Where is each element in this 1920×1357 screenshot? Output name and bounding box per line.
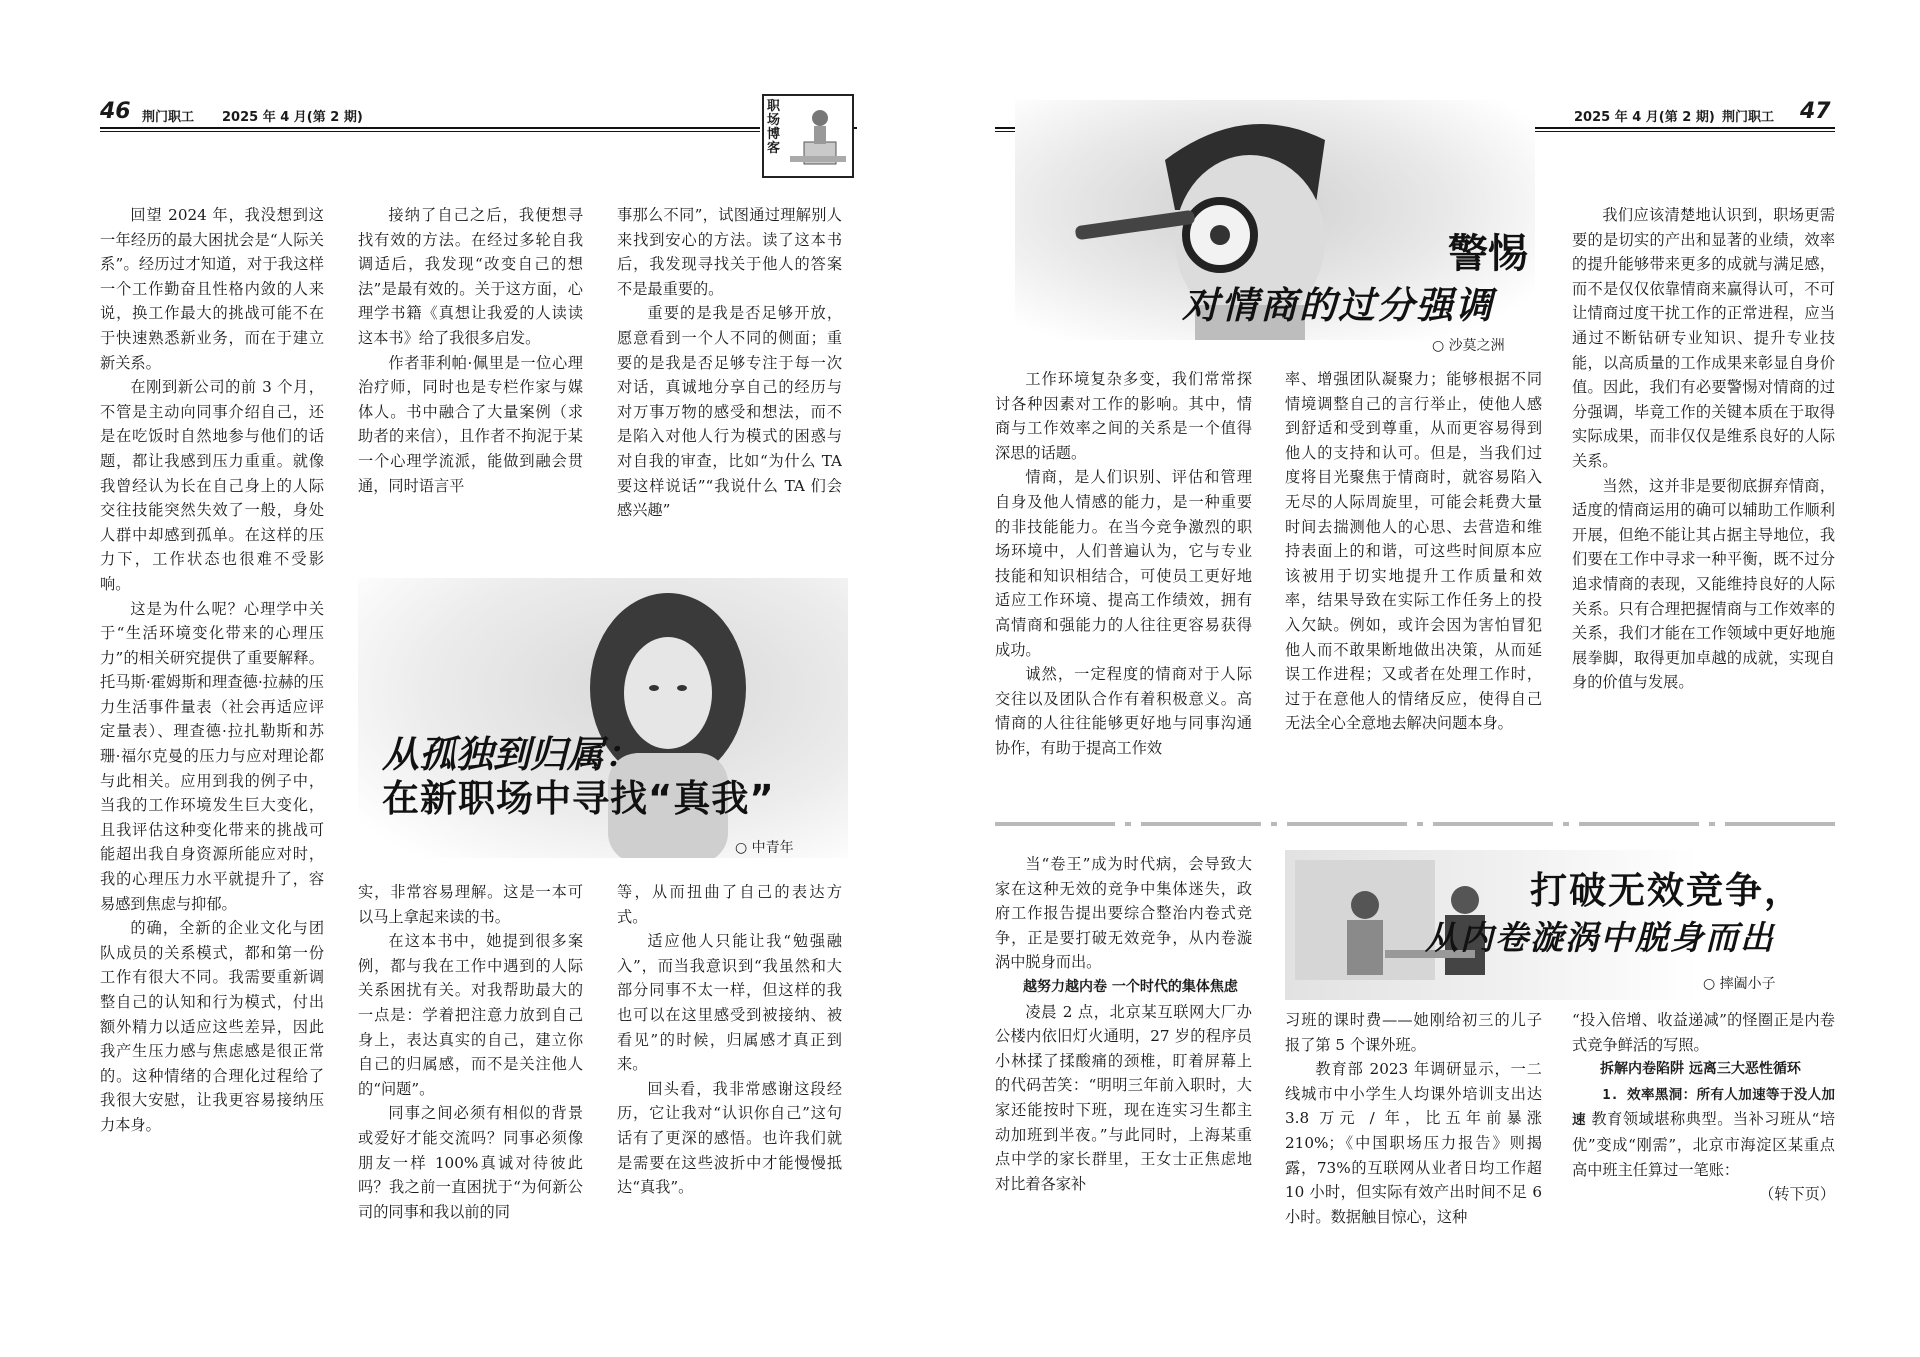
article1-column-1 xyxy=(995,367,1252,797)
left-article-column-3-bottom xyxy=(617,880,842,1263)
paragraph: 教育部 2023 年调研显示，一二线城市中小学生人均课外培训支出达 3.8 万元 / 年，比五年前暴涨 210%；《中国职场压力报告》则揭露，73%的互联网从业者日均工作超 10 小时，但实际有效产出时间不足 6 小时。数据触目惊心，这种 xyxy=(1285,1060,1542,1226)
paragraph: 习班的课时费——她刚给初三的儿子报了第 5 个课外班。 xyxy=(1285,1011,1542,1054)
paragraph: 同事之间必须有相似的背景或爱好才能交流吗？同事必须像朋友一样 100%真诚对待彼此吗？我之前一直困扰于“为何新公司的同事和我以前的同 xyxy=(358,1104,583,1221)
issue-date-left: 2025 年 4 月(第 2 期) xyxy=(222,110,363,125)
issue-date-right: 2025 年 4 月(第 2 期) xyxy=(1574,110,1715,125)
paragraph: 我们应该清楚地认识到，职场更需要的是切实的产出和显著的业绩，效率的提升能够带来更多的成就与满足感，而不是仅仅依靠情商来赢得认可，不可让情商过度干扰工作的正常进程，应当通过不断钻研专业知识、提升专业技能，以高质量的工作成果来彰显自身价值。因此，我们有必要警惕对情商的过分强调，毕竟工作的关键本质在于取得实际成果，而非仅仅是维系良好的人际关系。 xyxy=(1572,206,1835,470)
header-rule-left xyxy=(100,127,760,129)
paragraph: “投入倍增、收益递减”的怪圈正是内卷式竞争鲜活的写照。 xyxy=(1572,1011,1835,1054)
article1-column-2 xyxy=(1285,367,1542,797)
paragraph: 重要的是我是否足够开放，愿意看到一个人不同的侧面；重要的是我是否足够专注于每一次对话，真诚地分享自己的经历与对万事万物的感受和想法，而不是陷入对他人行为模式的困惑与对自我的审查，比如“为什么 TA 要这样说话”“我说什么 TA 们会感兴趣” xyxy=(617,304,842,520)
paragraph: 率、增强团队凝聚力；能够根据不同情境调整自己的言行举止，使他人感到舒适和受到尊重，从而更容易得到他人的支持和认可。但是，当我们过度将目光聚焦于情商时，就容易陷入无尽的人际周旋里，可能会耗费大量时间去揣测他人的心思、去营造和维持表面上的和谐，可这些时间原本应该被用于切实地提升工作质量和效率，结果导致在实际工作任务上的投入欠缺。例如，或许会因为害怕冒犯他人而不敢果断地做出决策，从而延误工作进程；又或者在处理工作时，过于在意他人的情绪反应，使得自己无法全心全意地去解决问题本身。 xyxy=(1285,370,1542,733)
item-text: 教育领域堪称典型。当补习班从“培优”变成“刚需”，北京市海淀区某重点高中班主任算过一笔账： xyxy=(1572,1110,1835,1179)
article1-author: ○ 沙莫之洲 xyxy=(1432,338,1505,354)
left-article-column-2-bottom xyxy=(358,880,583,1263)
article1-title-line2: 对情商的过分强调 xyxy=(1182,284,1494,327)
paragraph: 的确，全新的企业文化与团队成员的关系模式，都和第一份工作有很大不同。我需要重新调整自己的认知和行为模式，付出额外精力以适应这些差异，因此我产生压力感与焦虑感是很正常的。这种情绪的合理化过程给了我很大安慰，让我更容易接纳压力本身。 xyxy=(100,919,324,1134)
paragraph: 实，非常容易理解。这是一本可以马上拿起来读的书。 xyxy=(358,883,583,926)
paragraph: 回望 2024 年，我没想到这一年经历的最大困扰会是“人际关系”。经历过才知道，对于我这样一个工作勤奋且性格内敛的人来说，换工作最大的挑战可能不在于快速熟悉新业务，而在于建立新关系。 xyxy=(100,206,324,372)
left-article-title-line1: 从孤独到归属： xyxy=(382,733,641,776)
article2-column-1 xyxy=(995,852,1252,1263)
paragraph: 适应他人只能让我“勉强融入”，而当我意识到“我虽然和大部分同事不太一样，但这样的我也可以在这里感受到被接纳、被看见”的时候，归属感才真正到来。 xyxy=(617,932,842,1074)
paragraph: 接纳了自己之后，我便想寻找有效的方法。在经过多轮自我调适后，我发现“改变自己的想法”是最有效的。关于这方面，心理学书籍《真想让我爱的人读读这本书》给了我很多启发。 xyxy=(358,206,583,347)
paragraph: 凌晨 2 点，北京某互联网大厂办公楼内依旧灯火通明，27 岁的程序员小林揉了揉酸痛的颈椎，盯着屏幕上的代码苦笑：“明明三年前入职时，大家还能按时下班，现在连实习生都主动加班到半夜。”与此同时，上海某重点中学的家长群里，王女士正焦虑地对比着各家补 xyxy=(995,1002,1252,1193)
section-heading: 越努力越内卷 一个时代的集体焦虑 xyxy=(1023,978,1238,995)
paragraph: 当“卷王”成为时代病，会导致大家在这种无效的竞争中集体迷失，政府工作报告提出要综合整治内卷式竞争，正是要打破无效竞争，从内卷漩涡中脱身而出。 xyxy=(995,855,1252,972)
paragraph: 这是为什么呢？心理学中关于“生活环境变化带来的心理压力”的相关研究提供了重要解释。托马斯·霍姆斯和理查德·拉赫的压力生活事件量表（社会再适应评定量表）、理查德·拉扎勒斯和苏珊·福尔克曼的压力与应对理论都与此相关。应用到我的例子中，当我的工作环境发生巨大变化，且我评估这种变化带来的挑战可能超出我自身资源所能应对时，我的心理压力水平就提升了，容易感到焦虑与抑郁。 xyxy=(100,599,324,913)
article2-column-3 xyxy=(1572,1008,1835,1263)
paragraph: 回头看，我非常感谢这段经历，它让我对“认识你自己”这句话有了更深的感悟。也许我们就是需要在这些波折中才能慢慢抵达“真我”。 xyxy=(617,1079,842,1197)
paragraph: 在刚到新公司的前 3 个月，不管是主动向同事介绍自己，还是在吃饭时自然地参与他们的话题，都让我感到压力重重。就像我曾经认为长在自己身上的人际交往技能突然失效了一般，身处人群中却感到孤单。在这样的压力下，工作状态也很难不受影响。 xyxy=(100,378,324,593)
paragraph: 诚然，一定程度的情商对于人际交往以及团队合作有着积极意义。高情商的人往往能够更好地与同事沟通协作，有助于提高工作效 xyxy=(995,665,1252,757)
article1-column-3 xyxy=(1572,203,1835,797)
column-badge xyxy=(762,94,854,178)
article2-author: ○ 摔阖小子 xyxy=(1703,976,1776,992)
left-article-title-line2: 在新职场中寻找“真我” xyxy=(382,777,775,820)
journal-name-left: 荆门职工 xyxy=(142,110,195,125)
paragraph: 作者菲利帕·佩里是一位心理治疗师，同时也是专栏作家与媒体人。书中融合了大量案例（求助者的来信），且作者不拘泥于某一个心理学流派，能做到融会贯通，同时语言平 xyxy=(358,353,583,495)
page-number-right: 47 xyxy=(1800,99,1831,124)
paragraph: 情商，是人们识别、评估和管理自身及他人情感的能力，是一种重要的非技能能力。在当今竞争激烈的职场环境中，人们普遍认为，它与专业技能和知识相结合，可使员工更好地适应工作环境、提高工作绩效，拥有高情商和强能力的人往往更容易获得成功。 xyxy=(995,468,1252,659)
article2-title-line1: 打破无效竞争， xyxy=(1530,869,1803,912)
column-badge-label: 职场博客 xyxy=(767,99,781,156)
article-divider xyxy=(995,822,1835,826)
left-article-author: ○ 中青年 xyxy=(735,840,794,856)
article1-title-line1: 警惕 xyxy=(1448,231,1528,277)
left-article-column-1 xyxy=(100,203,324,1263)
page-number-left: 46 xyxy=(100,99,131,124)
paragraph: 等，从而扭曲了自己的表达方式。 xyxy=(617,883,842,926)
left-article-column-3-top xyxy=(617,203,842,578)
item-lead: 1. 效率黑洞：所有人加速等于没人加速 xyxy=(1572,1086,1835,1129)
paragraph: 工作环境复杂多变，我们常常探讨各种因素对工作的影响。其中，情商与工作效率之间的关系是一个值得深思的话题。 xyxy=(995,370,1252,462)
article2-title-line2: 从内卷漩涡中脱身而出 xyxy=(1425,918,1775,957)
continued-note: （转下页） xyxy=(1759,1185,1835,1204)
paragraph: 在这本书中，她提到很多案例，都与我在工作中遇到的人际关系困扰有关。对我帮助最大的一点是：学着把注意力放到自己身上，表达真实的自己，建立你自己的归属感，而不是关注他人的“问题”。 xyxy=(358,932,583,1098)
article2-column-2 xyxy=(1285,1008,1542,1263)
section-heading: 拆解内卷陷阱 远离三大恶性循环 xyxy=(1600,1061,1801,1078)
paragraph: 当然，这并非是要彻底摒弃情商，适度的情商运用的确可以辅助工作顺利开展，但绝不能让其占据主导地位，我们要在工作中寻求一种平衡，既不过分追求情商的表现，又能维持良好的人际关系。只有合理把握情商与工作效率的关系，我们才能在工作领域中更好地施展拳脚，取得更加卓越的成就，实现自身的价值与发展。 xyxy=(1572,476,1835,692)
badge-figure-icon xyxy=(784,98,850,174)
paragraph: 事那么不同”，试图通过理解别人来找到安心的方法。读了这本书后，我发现寻找关于他人的答案不是最重要的。 xyxy=(617,206,842,298)
header-rule-left-thin xyxy=(100,131,760,132)
left-article-column-2-top xyxy=(358,203,583,578)
journal-name-right: 荆门职工 xyxy=(1722,110,1775,125)
